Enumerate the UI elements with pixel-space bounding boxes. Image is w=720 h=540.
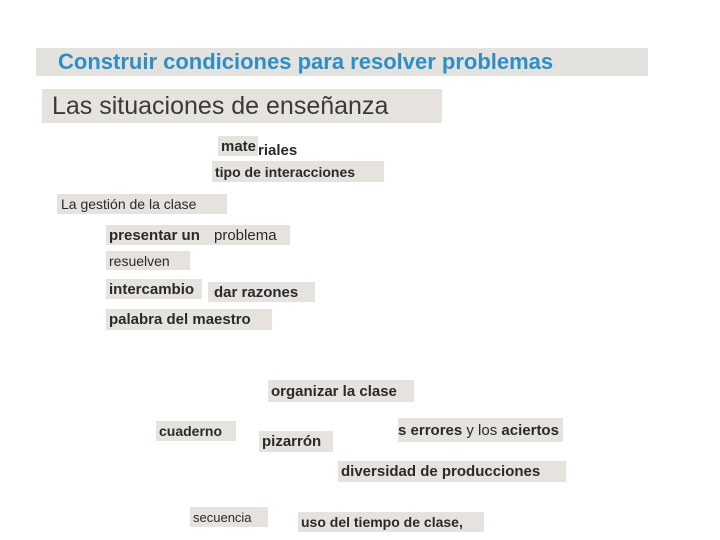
word-tipo-de-interacciones: tipo de interacciones <box>212 161 384 182</box>
word-aciertos: aciertos <box>501 421 559 439</box>
word-uso-del-tiempo-de-clase: uso del tiempo de clase, <box>298 512 484 532</box>
main-title: Construir condiciones para resolver problemas <box>36 48 648 76</box>
word-dar-razones: dar razones <box>208 282 315 302</box>
word-errores-y-aciertos <box>398 418 563 442</box>
word-gestion-de-la-clase: La gestión de la clase <box>57 194 227 214</box>
word-cuaderno: cuaderno <box>156 421 236 441</box>
word-problema: problema <box>212 225 290 245</box>
word-intercambio: intercambio <box>106 279 202 299</box>
word-errores: s errores <box>398 421 463 439</box>
word-diversidad-de-producciones: diversidad de producciones <box>338 461 566 482</box>
word-palabra-del-maestro: palabra del maestro <box>106 309 272 330</box>
word-y-los: y los <box>462 421 502 439</box>
word-organizar-la-clase: organizar la clase <box>268 380 414 402</box>
word-materiales-part-1: mate <box>218 136 258 156</box>
word-pizarron: pizarrón <box>259 431 333 452</box>
word-presentar-un-problema <box>106 225 290 245</box>
word-materiales <box>218 136 297 161</box>
word-materiales-part-2: riales <box>258 139 297 161</box>
word-presentar-un: presentar un <box>106 225 212 245</box>
word-resuelven: resuelven <box>106 251 190 270</box>
subtitle: Las situaciones de enseñanza <box>42 89 442 123</box>
word-secuencia: secuencia <box>190 507 268 527</box>
